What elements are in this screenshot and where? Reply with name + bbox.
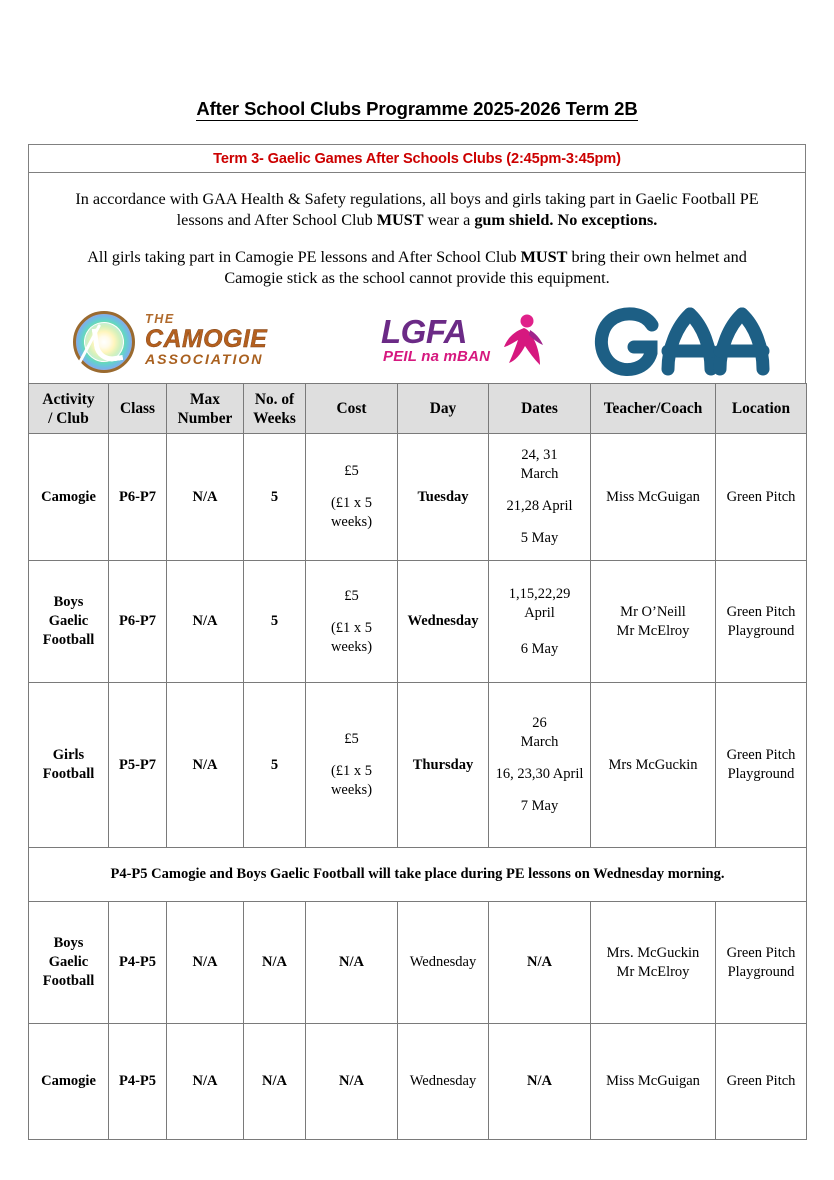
location-line1: Green Pitch [726, 488, 796, 505]
header-activity-line1: Activity [42, 390, 95, 408]
activity-line3: Football [42, 632, 95, 648]
cell-weeks: N/A [244, 902, 306, 1024]
spacer [491, 784, 588, 797]
cell-day: Tuesday [398, 434, 489, 561]
header-weeks-line1: No. of [254, 390, 295, 408]
notice-1-pre: In accordance with GAA Health & Safety regulations, all boys and girls taking part in Gaelic Football PE lessons and After School Club [75, 190, 759, 229]
cell-activity [29, 561, 109, 683]
page-title [0, 98, 834, 120]
cost-line3: weeks) [330, 514, 373, 530]
cell-location [716, 434, 807, 561]
cell-dates: N/A [489, 902, 591, 1024]
cell-activity [29, 1024, 109, 1140]
table-row [29, 434, 807, 561]
teacher-line1: Miss McGuigan [606, 1073, 700, 1089]
activity-line2: Football [42, 766, 95, 782]
page-title-text: After School Clubs Programme 2025-2026 Term 2B [196, 98, 638, 119]
cell-location [716, 1024, 807, 1140]
table-row [29, 902, 807, 1024]
cost-line2: (£1 x 5 [330, 763, 373, 779]
cell-location [716, 683, 807, 848]
column-header-location: Location [716, 384, 807, 434]
cost-line1: £5 [344, 587, 359, 604]
cell-class: P6-P7 [109, 561, 167, 683]
cell-teacher [591, 683, 716, 848]
notice-1-gumshield: gum shield. No exceptions. [474, 211, 658, 229]
cell-weeks: 5 [244, 434, 306, 561]
spacer [491, 752, 588, 765]
cell-teacher [591, 434, 716, 561]
cell-day: Wednesday [398, 1024, 489, 1140]
lgfa-logo-sub: PEIL na mBAN [383, 348, 491, 365]
column-header-weeks [244, 384, 306, 434]
cell-location [716, 561, 807, 683]
location-line1: Green Pitch [726, 747, 796, 763]
cell-cost: N/A [306, 902, 398, 1024]
cell-cost [306, 561, 398, 683]
activity-line1: Camogie [41, 488, 96, 505]
cell-day: Wednesday [398, 902, 489, 1024]
table-row [29, 683, 807, 848]
cell-weeks: 5 [244, 683, 306, 848]
spacer [308, 606, 395, 619]
notice-block [29, 173, 805, 289]
activity-line1: Boys [53, 594, 84, 610]
cell-max-number: N/A [167, 561, 244, 683]
dates-line2: March [520, 466, 559, 482]
column-header-day: Day [398, 384, 489, 434]
lgfa-logo-main: LGFA [381, 313, 467, 350]
schedule-table [28, 383, 807, 1140]
notice-1-must: MUST [376, 211, 424, 229]
activity-line2: Gaelic [48, 954, 89, 970]
dates-line3: 16, 23,30 April [495, 766, 584, 782]
gaa-celtic-icon [589, 303, 779, 379]
activity-line3: Football [42, 973, 95, 989]
notice-2-must: MUST [520, 248, 568, 266]
activity-line2: Gaelic [48, 613, 89, 629]
cell-day: Wednesday [398, 561, 489, 683]
dates-line3: 21,28 April [506, 498, 573, 514]
cell-max-number: N/A [167, 902, 244, 1024]
cell-weeks: N/A [244, 1024, 306, 1140]
logo-row [29, 301, 805, 387]
notice-1-mid: wear a [423, 211, 475, 229]
banner-text: Term 3- Gaelic Games After Schools Clubs (2:45pm-3:45pm) [213, 150, 621, 167]
table-note-row [29, 848, 807, 902]
cell-teacher [591, 561, 716, 683]
column-header-dates: Dates [489, 384, 591, 434]
location-line1: Green Pitch [726, 1073, 796, 1089]
column-header-class: Class [109, 384, 167, 434]
camogie-logo-line1: THE [145, 312, 175, 326]
cost-line2: (£1 x 5 [330, 495, 373, 511]
cell-location [716, 902, 807, 1024]
teacher-line1: Mr O’Neill [620, 603, 686, 620]
cell-teacher [591, 1024, 716, 1140]
location-line2: Playground [727, 766, 795, 782]
cell-max-number: N/A [167, 434, 244, 561]
cell-dates [489, 434, 591, 561]
teacher-line2: Mr McElroy [616, 963, 690, 980]
spacer [491, 623, 588, 640]
banner-row [29, 145, 806, 173]
teacher-line1: Miss McGuigan [606, 488, 700, 505]
cell-weeks: 5 [244, 561, 306, 683]
header-max-line2: Number [177, 409, 233, 427]
table-header-row [29, 384, 807, 434]
cell-activity [29, 902, 109, 1024]
table-row [29, 561, 807, 683]
cell-class: P6-P7 [109, 434, 167, 561]
dates-line4: 7 May [520, 798, 559, 814]
cell-activity [29, 434, 109, 561]
spacer [308, 481, 395, 494]
activity-line1: Girls [52, 747, 85, 763]
dates-line2: April [524, 604, 555, 621]
camogie-association-logo [73, 309, 291, 377]
gaa-logo [589, 303, 779, 379]
header-weeks-line2: Weeks [253, 409, 296, 427]
column-header-activity [29, 384, 109, 434]
spacer [308, 749, 395, 762]
cell-cost [306, 434, 398, 561]
lgfa-logo [351, 315, 551, 371]
column-header-max-number [167, 384, 244, 434]
cost-line3: weeks) [330, 782, 373, 798]
camogie-monogram-shape [79, 317, 129, 367]
teacher-line1: Mrs McGuckin [608, 756, 698, 773]
cell-teacher [591, 902, 716, 1024]
notice-2-pre: All girls taking part in Camogie PE lessons and After School Club [87, 248, 521, 266]
cost-line3: weeks) [330, 638, 373, 655]
teacher-line1: Mrs. McGuckin [606, 944, 700, 961]
dates-line4: 6 May [520, 640, 559, 657]
camogie-crest-icon [73, 311, 135, 373]
location-line2: Playground [727, 622, 795, 639]
teacher-line2: Mr McElroy [616, 622, 690, 639]
activity-line1: Boys [53, 935, 84, 951]
camogie-logo-line3: ASSOCIATION [145, 351, 264, 368]
cell-class: P4-P5 [109, 902, 167, 1024]
cell-cost [306, 683, 398, 848]
dates-line4: 5 May [520, 530, 559, 546]
info-table [28, 144, 806, 388]
cell-dates: N/A [489, 1024, 591, 1140]
notice-cell [29, 173, 806, 388]
location-line1: Green Pitch [726, 603, 796, 620]
cell-max-number: N/A [167, 1024, 244, 1140]
table-row [29, 1024, 807, 1140]
cell-class: P5-P7 [109, 683, 167, 848]
header-max-line1: Max [190, 390, 220, 408]
banner-cell [29, 145, 806, 173]
notice-paragraph-2 [47, 247, 787, 289]
lgfa-player-icon [497, 313, 547, 367]
camogie-logo-text [145, 313, 267, 367]
location-line2: Playground [727, 963, 795, 980]
cell-dates [489, 561, 591, 683]
dates-line1: 1,15,22,29 [508, 585, 571, 602]
dates-line1: 26 [532, 715, 547, 731]
cell-dates [489, 683, 591, 848]
spacer [491, 516, 588, 529]
notice-paragraph-1 [47, 189, 787, 231]
cost-line1: £5 [344, 731, 359, 747]
header-activity-line2: / Club [48, 409, 89, 427]
cell-class: P4-P5 [109, 1024, 167, 1140]
activity-line1: Camogie [41, 1073, 96, 1089]
location-line1: Green Pitch [726, 944, 796, 961]
cell-cost: N/A [306, 1024, 398, 1140]
dates-line1: 24, 31 [521, 447, 558, 463]
spacer [491, 484, 588, 497]
cell-max-number: N/A [167, 683, 244, 848]
column-header-teacher: Teacher/Coach [591, 384, 716, 434]
cell-activity [29, 683, 109, 848]
camogie-logo-line2: CAMOGIE [145, 324, 268, 353]
cost-line2: (£1 x 5 [330, 619, 373, 636]
column-header-cost: Cost [306, 384, 398, 434]
notice-row [29, 173, 806, 388]
dates-line2: March [520, 734, 559, 750]
cost-line1: £5 [344, 463, 359, 479]
notice-2-post: bring their own helmet and Camogie stick as the school cannot provide this equipment. [224, 248, 747, 287]
cell-day: Thursday [398, 683, 489, 848]
pe-lessons-note: P4-P5 Camogie and Boys Gaelic Football will take place during PE lessons on Wednesday morning. [29, 848, 807, 902]
